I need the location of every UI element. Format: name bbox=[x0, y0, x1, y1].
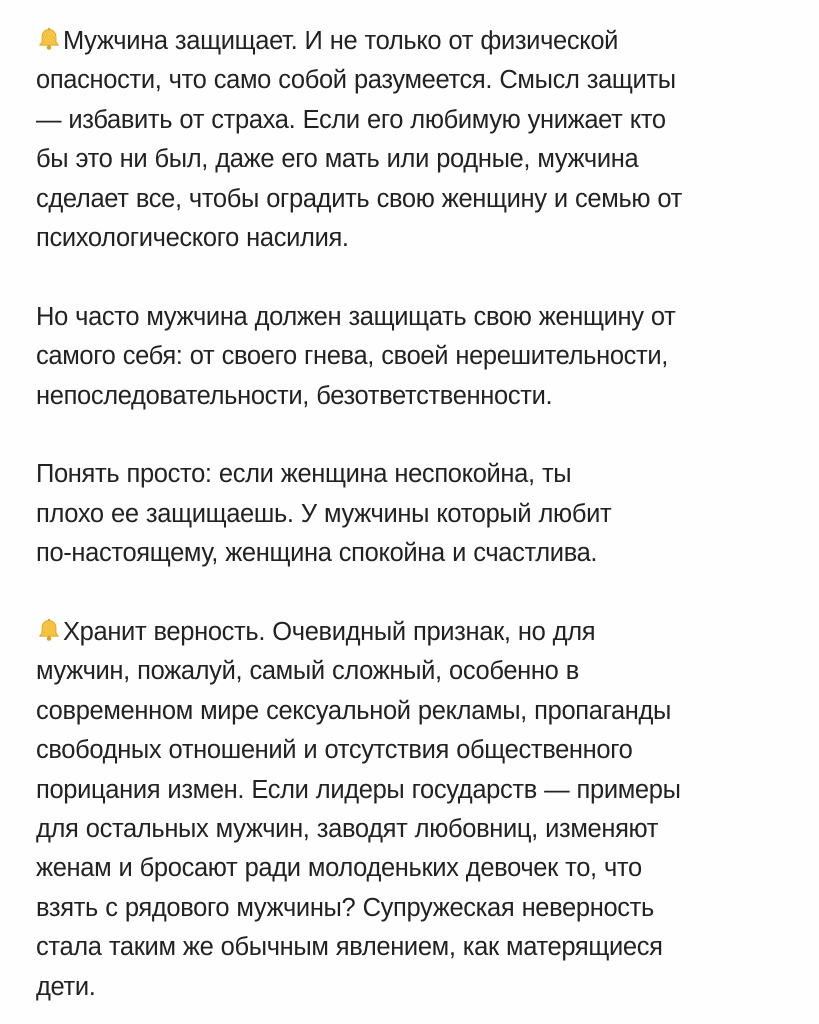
paragraph-gap bbox=[36, 258, 795, 297]
text-line: свободных отношений и отсутствия общественного bbox=[36, 736, 633, 765]
text-line: психологического насилия. bbox=[36, 224, 349, 253]
text-line: самого себя: от своего гнева, своей нерешительности, bbox=[36, 342, 669, 371]
paragraph-fidelity bbox=[36, 613, 795, 1007]
text-line: стала таким же обычным явлением, как матерящиеся bbox=[36, 933, 663, 962]
paragraph-gap bbox=[36, 416, 795, 455]
text-line: дети. bbox=[36, 972, 96, 1001]
text-line: бы это ни был, даже его мать или родные, мужчина bbox=[36, 145, 639, 174]
text-line: Понять просто: если женщина неспокойна, ты bbox=[36, 460, 572, 489]
text-line: порицания измен. Если лидеры государств — примеры bbox=[36, 775, 681, 804]
text-line: современном мире сексуальной рекламы, пропаганды bbox=[36, 696, 672, 725]
text-line-content: Хранит верность. Очевидный признак, но для bbox=[63, 618, 596, 647]
paragraph-calm-woman bbox=[36, 455, 795, 573]
bell-icon bbox=[36, 617, 62, 643]
text-line bbox=[36, 613, 795, 652]
text-line: — избавить от страха. Если его любимую унижает кто bbox=[36, 105, 666, 134]
text-line: Но часто мужчина должен защищать свою женщину от bbox=[36, 302, 676, 331]
text-line: для остальных мужчин, заводят любовниц, изменяют bbox=[36, 815, 659, 844]
paragraph-self-protection bbox=[36, 298, 795, 416]
text-line: по-настоящему, женщина спокойна и счастлива. bbox=[36, 539, 598, 568]
text-line: женам и бросают ради молоденьких девочек то, что bbox=[36, 854, 642, 883]
paragraph-gap bbox=[36, 574, 795, 613]
paragraph-protection bbox=[36, 22, 795, 258]
text-line: непоследовательности, безответственности. bbox=[36, 381, 553, 410]
text-line: мужчин, пожалуй, самый сложный, особенно в bbox=[36, 657, 579, 686]
text-line: сделает все, чтобы оградить свою женщину и семью от bbox=[36, 184, 682, 213]
text-line bbox=[36, 22, 795, 61]
text-line: взять с рядового мужчины? Супружеская неверность bbox=[36, 893, 654, 922]
text-line-content: Мужчина защищает. И не только от физической bbox=[63, 27, 619, 55]
text-line: плохо ее защищаешь. У мужчины который любит bbox=[36, 499, 612, 528]
text-line: опасности, что само собой разумеется. Смысл защиты bbox=[36, 66, 676, 95]
bell-icon bbox=[36, 26, 62, 52]
